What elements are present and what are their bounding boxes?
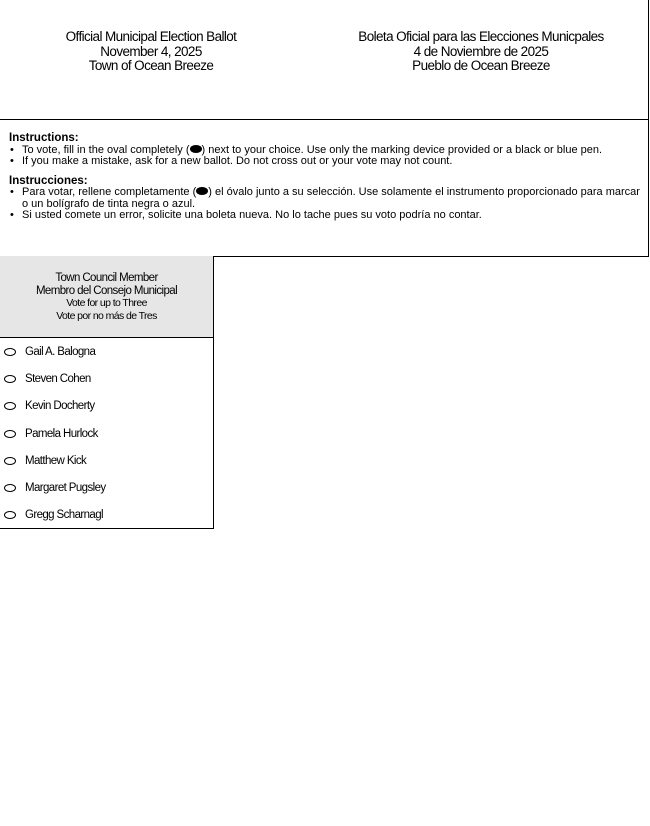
instruction-item xyxy=(9,187,640,210)
candidate-name: Kevin Docherty xyxy=(25,400,95,413)
candidate-option[interactable] xyxy=(0,338,213,365)
instruction-text: If you make a mistake, ask for a new ballot. Do not cross out or your vote may not count. xyxy=(22,155,453,167)
candidate-name: Gail A. Balogna xyxy=(25,345,96,358)
oval-icon[interactable] xyxy=(4,430,16,438)
contest-town-council xyxy=(0,256,214,529)
instruction-text: To vote, fill in the oval completely ( xyxy=(22,143,190,156)
candidate-name: Margaret Pugsley xyxy=(25,482,106,495)
instructions-list-es xyxy=(9,187,640,222)
instruction-text: Para votar, rellene completamente ( xyxy=(22,186,197,198)
instruction-text: ) next to your choice. Use only the marking device provided or a black or blue pen. xyxy=(201,143,603,156)
candidate-name: Pamela Hurlock xyxy=(25,427,98,440)
contest-title: Town Council Member xyxy=(55,272,158,284)
instruction-item xyxy=(9,156,640,168)
candidate-option[interactable] xyxy=(0,502,213,529)
ballot-title-es: Boleta Oficial para las Elecciones Municpales xyxy=(358,29,604,44)
candidate-name: Gregg Scharnagl xyxy=(25,509,103,522)
ballot-title: Official Municipal Election Ballot xyxy=(65,29,237,44)
ballot-title-spanish xyxy=(340,30,622,74)
filled-oval-icon xyxy=(190,145,202,153)
candidate-option[interactable] xyxy=(0,365,213,392)
candidate-option[interactable] xyxy=(0,393,213,420)
vote-for-instruction-es: Vote por no más de Tres xyxy=(56,309,157,322)
oval-icon[interactable] xyxy=(4,484,16,492)
election-date-es: 4 de Noviembre de 2025 xyxy=(413,43,549,59)
candidate-option[interactable] xyxy=(0,420,213,447)
instruction-item xyxy=(9,210,640,222)
candidate-option[interactable] xyxy=(0,447,213,474)
oval-icon[interactable] xyxy=(4,511,16,519)
instructions-heading-en: Instructions: xyxy=(9,132,79,144)
jurisdiction-name-es: Pueblo de Ocean Breeze xyxy=(412,58,550,73)
ballot-title-english xyxy=(36,30,266,74)
contest-header xyxy=(0,256,213,338)
candidate-name: Steven Cohen xyxy=(25,372,91,385)
instructions-list-en xyxy=(9,145,640,168)
filled-oval-icon xyxy=(196,187,208,195)
candidate-name: Matthew Kick xyxy=(25,454,87,467)
candidate-option[interactable] xyxy=(0,474,213,501)
oval-icon[interactable] xyxy=(4,457,16,465)
instructions-box xyxy=(0,120,649,257)
instruction-text: ) el óvalo junto a su selección. Use solamente el instrumento proporcionado para marcar o un bolígrafo de tinta negra o azul. xyxy=(22,186,640,210)
oval-icon[interactable] xyxy=(4,402,16,410)
jurisdiction-name: Town of Ocean Breeze xyxy=(88,58,214,73)
contest-title-es: Membro del Consejo Municipal xyxy=(35,284,178,297)
vote-for-instruction: Vote for up to Three xyxy=(66,297,147,309)
instruction-text: Si usted comete un error, solicite una boleta nueva. No lo tache pues su voto podría no contar. xyxy=(22,209,482,221)
instructions-heading-es: Instrucciones: xyxy=(9,174,88,187)
oval-icon[interactable] xyxy=(4,375,16,383)
election-date: November 4, 2025 xyxy=(100,43,202,59)
ballot-header xyxy=(0,0,649,120)
oval-icon[interactable] xyxy=(4,348,16,356)
